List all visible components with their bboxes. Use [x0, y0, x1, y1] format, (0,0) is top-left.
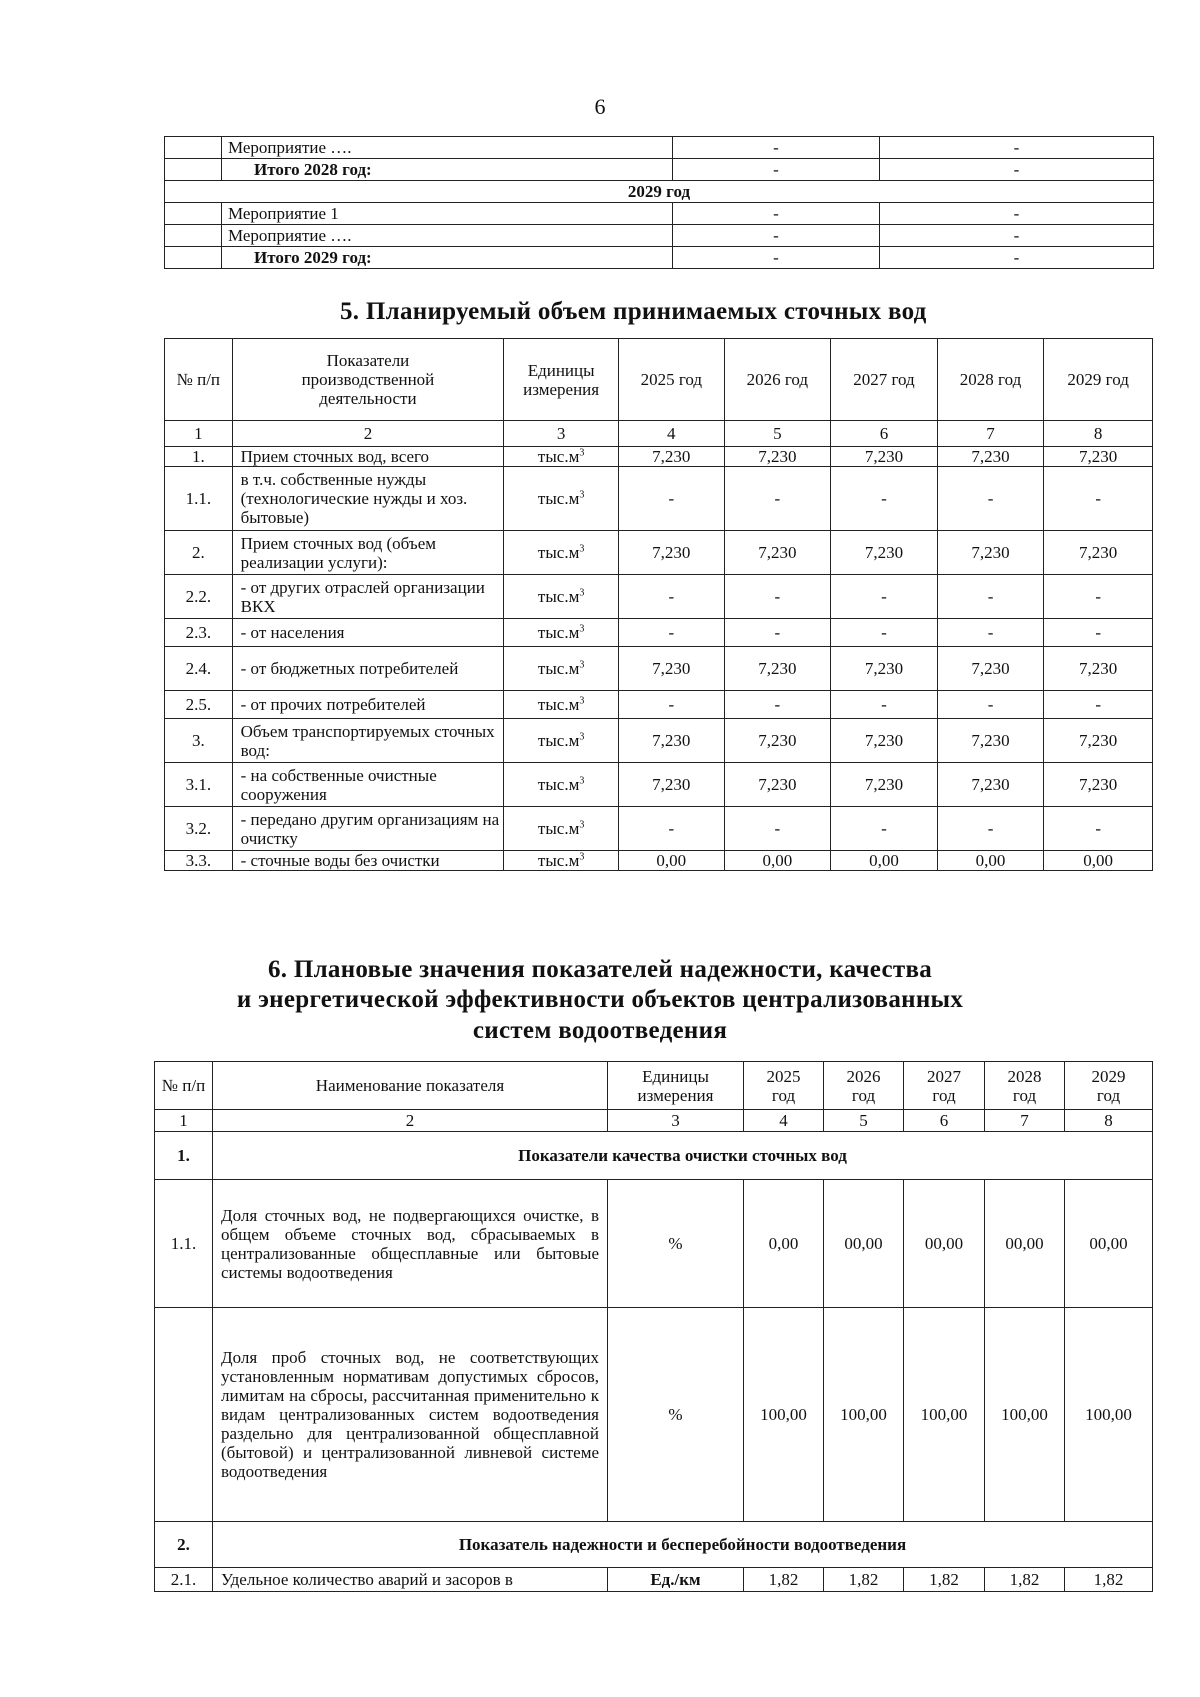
indicator-name: - сточные воды без очистки: [232, 851, 504, 871]
unit-cell: [504, 575, 619, 619]
row-number: 1.1.: [155, 1180, 213, 1308]
table-row: [165, 575, 1153, 619]
unit-text: тыс.м: [537, 587, 580, 606]
value-cell: -: [831, 691, 938, 719]
column-header: 2027 год: [904, 1062, 985, 1110]
top-table-row: [165, 225, 1154, 247]
value-cell: -: [831, 575, 938, 619]
value-cell: -: [880, 159, 1154, 181]
row-number: 2.4.: [165, 647, 233, 691]
value-cell: -: [724, 619, 831, 647]
value-cell: 7,230: [1044, 719, 1153, 763]
activity-name: Мероприятие ….: [222, 225, 673, 247]
value-cell: 100,00: [985, 1308, 1065, 1522]
column-number: 7: [985, 1110, 1065, 1132]
unit-superscript: 3: [579, 695, 585, 707]
value-cell: -: [724, 575, 831, 619]
value-cell: 7,230: [1044, 531, 1153, 575]
table-row: [155, 1568, 1153, 1592]
column-number: 6: [904, 1110, 985, 1132]
value-cell: 7,230: [937, 531, 1044, 575]
value-cell: 1,82: [904, 1568, 985, 1592]
value-cell: -: [1044, 691, 1153, 719]
column-number: 3: [504, 421, 619, 447]
value-cell: 100,00: [904, 1308, 985, 1522]
row-number-cell: [165, 137, 222, 159]
value-cell: 7,230: [1044, 447, 1153, 467]
value-cell: 7,230: [1044, 763, 1153, 807]
unit-superscript: 3: [579, 775, 585, 787]
column-number: 4: [619, 421, 725, 447]
row-number: 2.2.: [165, 575, 233, 619]
value-cell: 7,230: [724, 531, 831, 575]
unit-cell: [504, 447, 619, 467]
section6-table: [154, 1061, 1153, 1592]
indicator-name: - от бюджетных потребителей: [232, 647, 504, 691]
column-header: Единицы измерения: [504, 339, 619, 421]
value-cell: -: [619, 467, 725, 531]
row-number: 2.: [165, 531, 233, 575]
page-number: 6: [594, 94, 606, 119]
value-cell: 7,230: [1044, 647, 1153, 691]
indicator-name: Доля сточных вод, не подвергающихся очистке, в общем объеме сточных вод, сбрасываемых в централизованные общесплавные или бытовые системы водоотведения: [213, 1180, 608, 1308]
section6-title-line3: систем водоотведения: [472, 1017, 728, 1044]
value-cell: 7,230: [619, 763, 725, 807]
unit-cell: [504, 851, 619, 871]
column-number: 8: [1044, 421, 1153, 447]
value-cell: 100,00: [744, 1308, 824, 1522]
section5-table: [164, 338, 1153, 871]
group-number: 2.: [155, 1522, 213, 1568]
table-row: [165, 691, 1153, 719]
value-cell: -: [724, 691, 831, 719]
row-number-cell: [165, 247, 222, 269]
column-number: 8: [1065, 1110, 1153, 1132]
value-cell: -: [880, 203, 1154, 225]
unit-cell: [504, 763, 619, 807]
column-header: 2027 год: [831, 339, 938, 421]
indicator-name: - от прочих потребителей: [232, 691, 504, 719]
table-row: [165, 647, 1153, 691]
unit-superscript: 3: [579, 489, 585, 501]
indicator-name: Доля проб сточных вод, не соответствующих установленным нормативам допустимых сбросов, лимитам на сбросы, рассчитанная применительно к видам централизованных систем водоотведения раздельно для централизованной общесплавной (бытовой) и централизованной ливневой системе водоотведения: [213, 1308, 608, 1522]
top-table-row: [165, 247, 1154, 269]
value-cell: -: [937, 691, 1044, 719]
row-number: 3.1.: [165, 763, 233, 807]
row-number: 2.1.: [155, 1568, 213, 1592]
top-table-row: [165, 203, 1154, 225]
value-cell: 7,230: [724, 719, 831, 763]
value-cell: 0,00: [724, 851, 831, 871]
unit-superscript: 3: [579, 731, 585, 743]
table-row: [165, 467, 1153, 531]
table-row: [165, 447, 1153, 467]
value-cell: 7,230: [831, 763, 938, 807]
column-number-row: [155, 1110, 1153, 1132]
unit-cell: [504, 647, 619, 691]
top-table: [164, 136, 1154, 269]
value-cell: 7,230: [831, 531, 938, 575]
table-row: [155, 1180, 1153, 1308]
value-cell: -: [619, 575, 725, 619]
value-cell: -: [673, 225, 880, 247]
activity-name: Итого 2029 год:: [222, 247, 673, 269]
row-number: 3.2.: [165, 807, 233, 851]
value-cell: 7,230: [724, 763, 831, 807]
column-number: 5: [824, 1110, 904, 1132]
column-header: 2025 год: [619, 339, 725, 421]
value-cell: -: [1044, 807, 1153, 851]
value-cell: 7,230: [937, 647, 1044, 691]
value-cell: 7,230: [619, 447, 725, 467]
header-row: [155, 1062, 1153, 1110]
value-cell: 0,00: [744, 1180, 824, 1308]
unit-text: тыс.м: [537, 819, 580, 838]
indicator-name: Прием сточных вод (объем реализации услуги):: [232, 531, 504, 575]
row-number-cell: [165, 225, 222, 247]
value-cell: 00,00: [824, 1180, 904, 1308]
unit-cell: [504, 619, 619, 647]
unit-cell: Ед./км: [608, 1568, 744, 1592]
column-header: 2025 год: [744, 1062, 824, 1110]
year-section-label: 2029 год: [165, 181, 1154, 203]
column-number: 2: [232, 421, 504, 447]
indicator-name: - от населения: [232, 619, 504, 647]
row-number: 3.3.: [165, 851, 233, 871]
group-number: 1.: [155, 1132, 213, 1180]
value-cell: -: [673, 247, 880, 269]
value-cell: -: [1044, 575, 1153, 619]
table-row: [165, 619, 1153, 647]
table-row: [155, 1308, 1153, 1522]
value-cell: 7,230: [619, 719, 725, 763]
unit-cell: %: [608, 1180, 744, 1308]
unit-text: тыс.м: [537, 695, 580, 714]
indicator-name: - передано другим организациям на очистку: [232, 807, 504, 851]
value-cell: 0,00: [937, 851, 1044, 871]
indicator-name: - на собственные очистные сооружения: [232, 763, 504, 807]
group-label: Показатели качества очистки сточных вод: [213, 1132, 1153, 1180]
value-cell: 00,00: [904, 1180, 985, 1308]
column-number: 6: [831, 421, 938, 447]
value-cell: -: [619, 691, 725, 719]
column-number: 1: [155, 1110, 213, 1132]
indicator-name: Прием сточных вод, всего: [232, 447, 504, 467]
table-row: [165, 719, 1153, 763]
value-cell: 7,230: [619, 531, 725, 575]
value-cell: -: [880, 137, 1154, 159]
unit-superscript: 3: [579, 447, 585, 459]
value-cell: -: [937, 619, 1044, 647]
unit-superscript: 3: [579, 819, 585, 831]
value-cell: 1,82: [1065, 1568, 1153, 1592]
value-cell: 7,230: [831, 447, 938, 467]
value-cell: -: [619, 619, 725, 647]
column-header: № п/п: [165, 339, 233, 421]
unit-cell: [504, 719, 619, 763]
value-cell: 0,00: [1044, 851, 1153, 871]
table-row: [165, 851, 1153, 871]
column-header: Единицы измерения: [608, 1062, 744, 1110]
value-cell: 1,82: [824, 1568, 904, 1592]
row-number-cell: [165, 203, 222, 225]
value-cell: 00,00: [985, 1180, 1065, 1308]
unit-cell: %: [608, 1308, 744, 1522]
value-cell: -: [937, 575, 1044, 619]
activity-name: Итого 2028 год:: [222, 159, 673, 181]
unit-cell: [504, 807, 619, 851]
value-cell: -: [831, 807, 938, 851]
unit-text: тыс.м: [537, 489, 580, 508]
section5-title: 5. Планируемый объем принимаемых сточных вод: [340, 298, 927, 325]
unit-superscript: 3: [579, 851, 585, 863]
value-cell: -: [880, 247, 1154, 269]
column-number: 4: [744, 1110, 824, 1132]
activity-name: Мероприятие ….: [222, 137, 673, 159]
section6-title-line2: и энергетической эффективности объектов централизованных: [236, 986, 964, 1013]
unit-text: тыс.м: [537, 447, 580, 466]
table-row: [165, 531, 1153, 575]
unit-text: тыс.м: [537, 659, 580, 678]
column-number-row: [165, 421, 1153, 447]
value-cell: 7,230: [937, 719, 1044, 763]
indicator-name: в т.ч. собственные нужды (технологические нужды и хоз. бытовые): [232, 467, 504, 531]
value-cell: -: [937, 467, 1044, 531]
group-row: [155, 1132, 1153, 1180]
column-header: Показатели производственной деятельности: [232, 339, 504, 421]
value-cell: 1,82: [744, 1568, 824, 1592]
section6-title-line1: 6. Плановые значения показателей надежности, качества: [267, 956, 933, 983]
top-table-row: [165, 137, 1154, 159]
table-row: [165, 807, 1153, 851]
column-number: 1: [165, 421, 233, 447]
value-cell: 7,230: [831, 719, 938, 763]
value-cell: -: [880, 225, 1154, 247]
unit-cell: [504, 531, 619, 575]
column-header: № п/п: [155, 1062, 213, 1110]
column-header: Наименование показателя: [213, 1062, 608, 1110]
value-cell: -: [673, 203, 880, 225]
row-number: 2.3.: [165, 619, 233, 647]
indicator-name: Удельное количество аварий и засоров в: [213, 1568, 608, 1592]
row-number: 2.5.: [165, 691, 233, 719]
value-cell: 0,00: [619, 851, 725, 871]
value-cell: 0,00: [831, 851, 938, 871]
group-row: [155, 1522, 1153, 1568]
top-table-row: [165, 181, 1154, 203]
unit-cell: [504, 467, 619, 531]
indicator-name: - от других отраслей организации ВКХ: [232, 575, 504, 619]
unit-text: тыс.м: [537, 775, 580, 794]
value-cell: -: [619, 807, 725, 851]
value-cell: -: [724, 807, 831, 851]
unit-text: тыс.м: [537, 851, 580, 870]
value-cell: 7,230: [937, 447, 1044, 467]
unit-text: тыс.м: [537, 543, 580, 562]
column-header: 2029 год: [1065, 1062, 1153, 1110]
unit-text: тыс.м: [537, 623, 580, 642]
unit-text: тыс.м: [537, 731, 580, 750]
unit-superscript: 3: [579, 623, 585, 635]
unit-cell: [504, 691, 619, 719]
header-row: [165, 339, 1153, 421]
unit-superscript: 3: [579, 587, 585, 599]
unit-superscript: 3: [579, 543, 585, 555]
group-label: Показатель надежности и бесперебойности водоотведения: [213, 1522, 1153, 1568]
row-number: [155, 1308, 213, 1522]
value-cell: 7,230: [724, 447, 831, 467]
value-cell: -: [673, 159, 880, 181]
value-cell: 7,230: [937, 763, 1044, 807]
column-header: 2028 год: [985, 1062, 1065, 1110]
value-cell: -: [937, 807, 1044, 851]
column-number: 7: [937, 421, 1044, 447]
column-header: 2026 год: [824, 1062, 904, 1110]
value-cell: -: [831, 619, 938, 647]
column-number: 5: [724, 421, 831, 447]
top-table-row: [165, 159, 1154, 181]
row-number: 3.: [165, 719, 233, 763]
unit-superscript: 3: [579, 659, 585, 671]
value-cell: 100,00: [824, 1308, 904, 1522]
column-number: 2: [213, 1110, 608, 1132]
value-cell: -: [831, 467, 938, 531]
value-cell: 00,00: [1065, 1180, 1153, 1308]
value-cell: 100,00: [1065, 1308, 1153, 1522]
value-cell: -: [1044, 619, 1153, 647]
row-number-cell: [165, 159, 222, 181]
value-cell: 1,82: [985, 1568, 1065, 1592]
value-cell: 7,230: [619, 647, 725, 691]
value-cell: -: [1044, 467, 1153, 531]
column-number: 3: [608, 1110, 744, 1132]
row-number: 1.1.: [165, 467, 233, 531]
activity-name: Мероприятие 1: [222, 203, 673, 225]
table-row: [165, 763, 1153, 807]
value-cell: -: [673, 137, 880, 159]
column-header: 2026 год: [724, 339, 831, 421]
value-cell: -: [724, 467, 831, 531]
column-header: 2029 год: [1044, 339, 1153, 421]
indicator-name: Объем транспортируемых сточных вод:: [232, 719, 504, 763]
column-header: 2028 год: [937, 339, 1044, 421]
row-number: 1.: [165, 447, 233, 467]
value-cell: 7,230: [724, 647, 831, 691]
value-cell: 7,230: [831, 647, 938, 691]
